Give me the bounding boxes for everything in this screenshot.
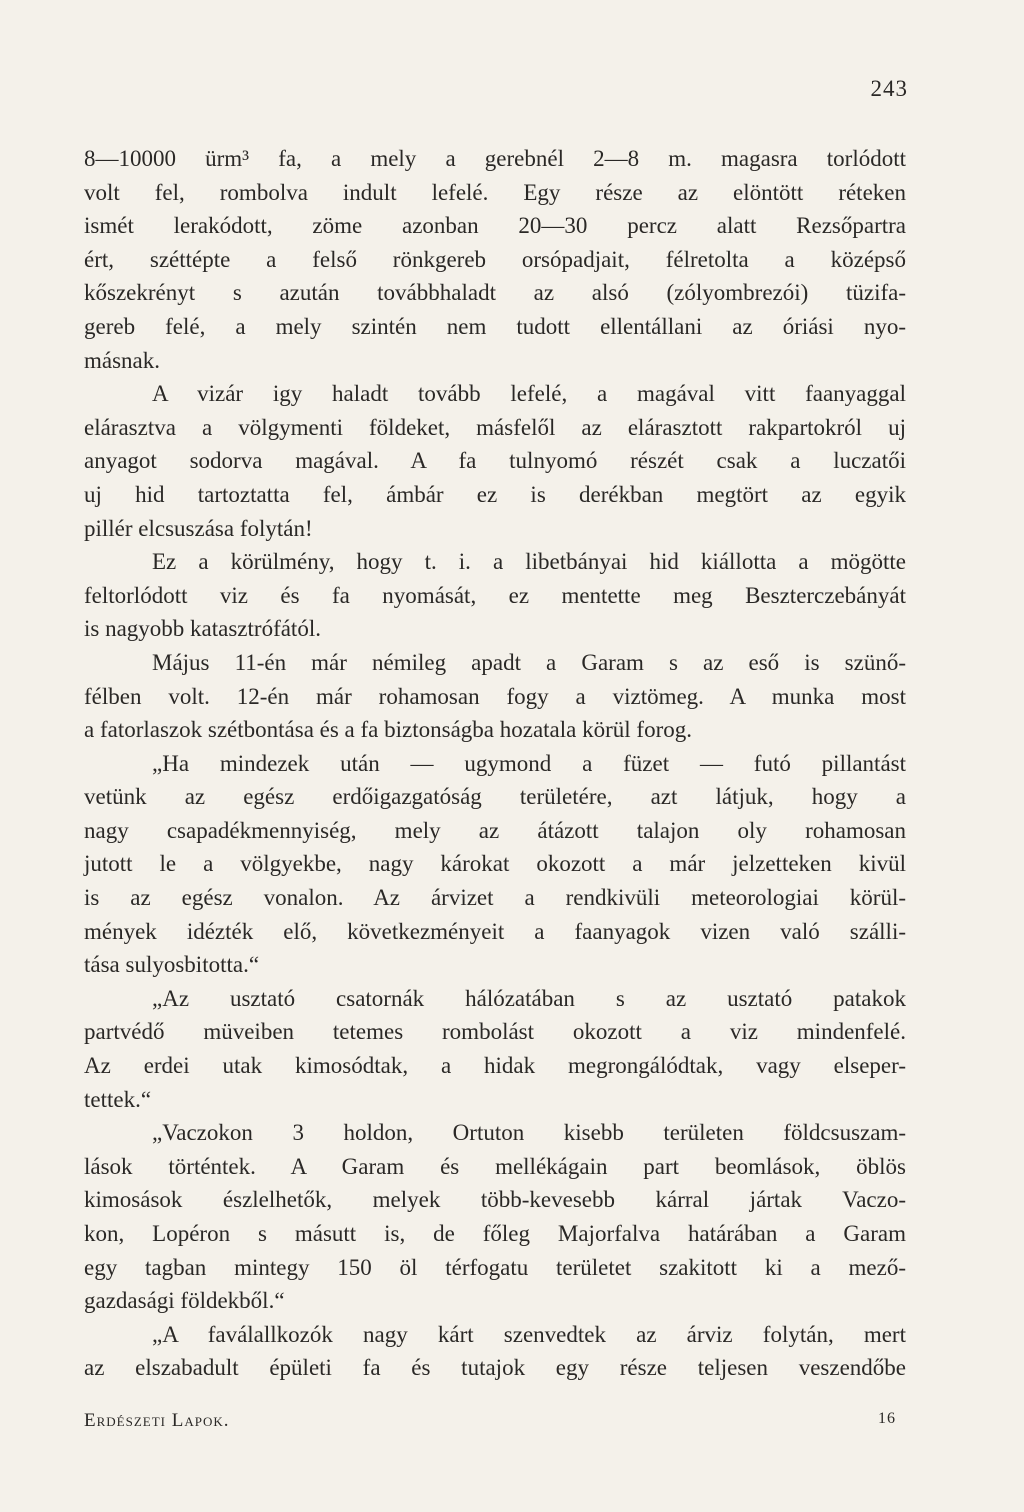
text-line: kőszekrényt s azután továbbhaladt az alsó (zólyombrezói) tüzifa- [84,280,906,306]
text-line: elárasztva a völgymenti földeket, másfelől az elárasztott rakpartokról uj [84,414,906,440]
text-line: jutott le a völgyekbe, nagy károkat okozott a már jelzetteken kivül [84,851,906,877]
text-line: másnak. [84,347,161,373]
text-line: is az egész vonalon. Az árvizet a rendkivüli meteorologiai körül- [84,885,906,911]
body-text [84,142,906,1385]
text-line: ért, széttépte a felső rönkgereb orsópadjait, félretolta a középső [84,246,906,272]
text-line: pillér elcsuszása folytán! [84,515,313,541]
text-line: is nagyobb katasztrófától. [84,616,321,642]
text-line: nagy csapadékmennyiség, mely az átázott talajon oly rohamosan [84,817,906,843]
text-line: az elszabadult épületi fa és tutajok egy része teljesen veszendőbe [84,1355,906,1381]
text-line: gereb felé, a mely szintén nem tudott ellentállani az óriási nyo- [84,313,906,339]
text-line: „Az usztató csatornák hálózatában s az usztató patakok [152,985,906,1011]
page-number: 243 [870,76,908,101]
text-line: „A faválallkozók nagy kárt szenvedtek az árviz folytán, mert [152,1321,906,1347]
text-line: anyagot sodorva magával. A fa tulnyomó részét csak a luczatői [84,448,906,474]
sheet-number: 16 [878,1410,896,1427]
journal-title: Erdészeti Lapok. [84,1410,230,1431]
text-line: vetünk az egész erdőigazgatóság területére, azt látjuk, hogy a [84,784,906,810]
text-line: a fatorlaszok szétbontása és a fa biztonságba hozatala körül forog. [84,717,692,743]
text-line: tása sulyosbitotta.“ [84,952,260,978]
text-line: Ez a körülmény, hogy t. i. a libetbányai hid kiállotta a mögötte [152,549,906,575]
text-line: volt fel, rombolva indult lefelé. Egy része az elöntött réteken [84,179,906,205]
text-line: félben volt. 12-én már rohamosan fogy a viztömeg. A munka most [84,683,906,709]
text-line: „Ha mindezek után — ugymond a füzet — futó pillantást [152,750,906,776]
text-line: 8—10000 ürm³ fa, a mely a gerebnél 2—8 m. magasra torlódott [84,146,906,171]
text-line: gazdasági földekből.“ [84,1288,285,1314]
text-line: „Vaczokon 3 holdon, Ortuton kisebb területen földcsuszam- [152,1120,906,1146]
text-line: partvédő müveiben tetemes rombolást okozott a viz mindenfelé. [84,1019,906,1045]
text-line: lások történtek. A Garam és mellékágain part beomlások, öblös [84,1153,906,1179]
text-line: Az erdei utak kimosódtak, a hidak megrongálódtak, vagy elseper- [84,1053,906,1079]
text-line: kimosások észlelhetők, melyek több-kevesebb kárral jártak Vaczo- [84,1187,906,1213]
text-line: mények idézték elő, következményeit a faanyagok vizen való szálli- [84,918,906,944]
text-line: A vizár igy haladt tovább lefelé, a magával vitt faanyaggal [152,381,906,407]
text-line: uj hid tartoztatta fel, ámbár ez is derékban megtört az egyik [84,481,906,507]
text-line: tettek.“ [84,1086,152,1112]
text-line: egy tagban mintegy 150 öl térfogatu területet szakitott ki a mező- [84,1254,906,1280]
text-line: feltorlódott viz és fa nyomását, ez mentette meg Beszterczebányát [84,582,906,608]
text-line: kon, Lopéron s másutt is, de főleg Majorfalva határában a Garam [84,1221,906,1246]
text-line: Május 11-én már némileg apadt a Garam s az eső is szünő- [152,649,906,675]
text-line: ismét lerakódott, zöme azonban 20—30 percz alatt Rezsőpartra [84,213,906,239]
